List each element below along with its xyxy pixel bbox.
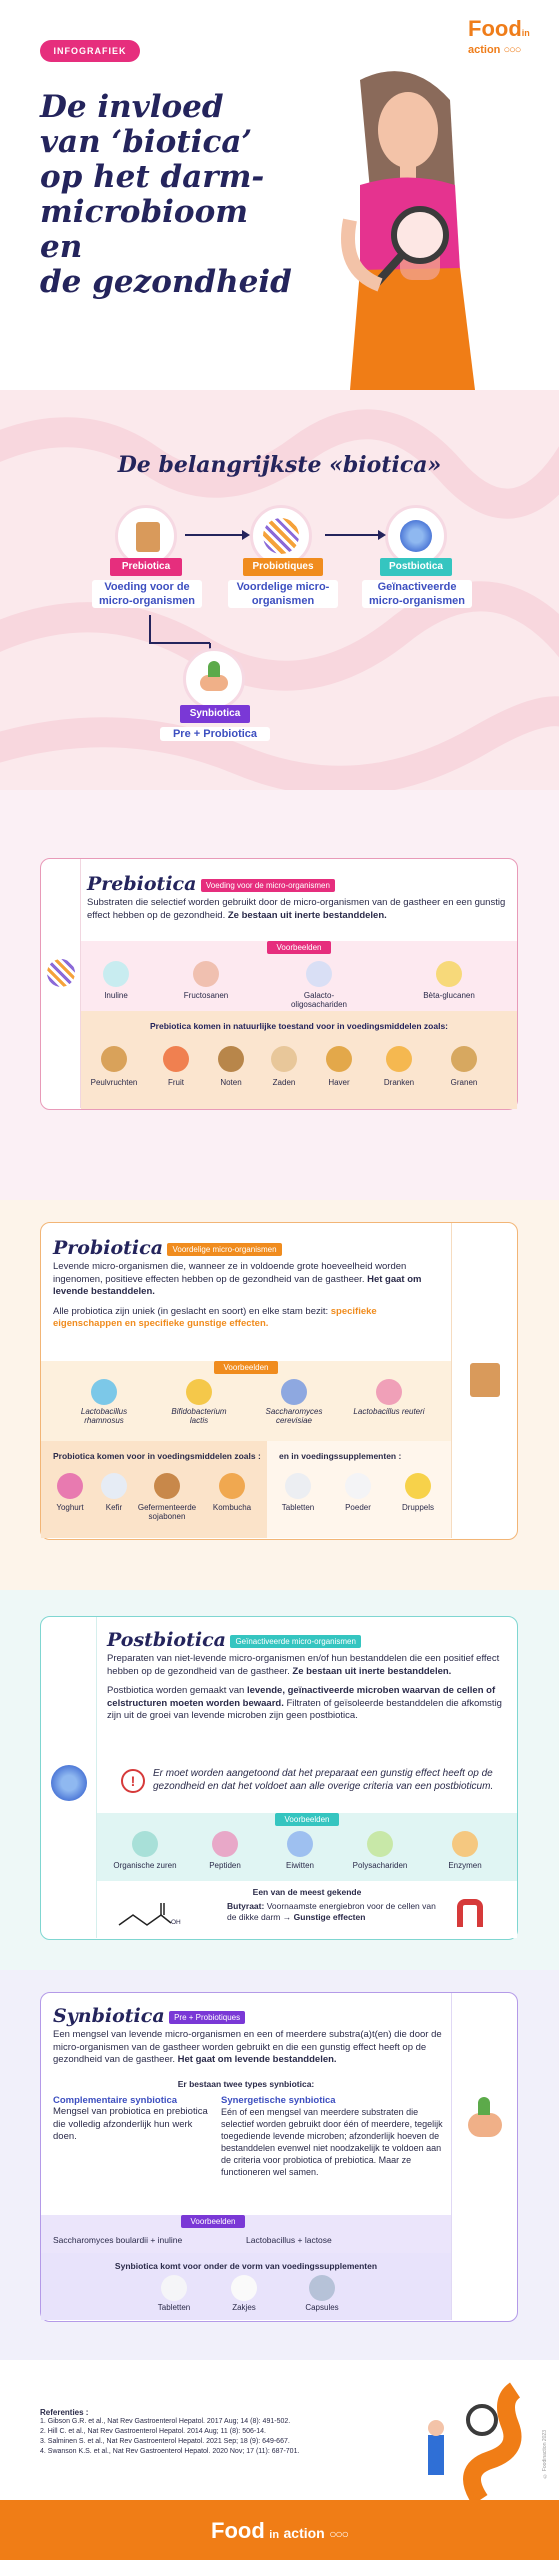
synbiotica-badge: Synbiotica <box>180 705 250 723</box>
prebiotica-foods <box>81 1011 517 1109</box>
example-label: Polysachariden <box>352 1861 408 1870</box>
probiotica-desc: Voordelige micro-organismen <box>228 580 338 608</box>
probiotica-text2-main: Alle probiotica zijn uniek (in geslacht en soort) en elke stam bezit: <box>53 1305 329 1317</box>
synbiotica-examples <box>41 2215 451 2253</box>
postbiotica-examples <box>97 1813 517 1881</box>
postbiotica-side <box>41 1617 97 1938</box>
example-label: Saccharomyces cerevisiae <box>265 1407 323 1425</box>
ref-item: 1. Gibson G.R. et al., Nat Rev Gastroenterol Hepatol. 2017 Aug; 14 (8): 491-502. <box>40 2418 291 2425</box>
noten-icon <box>218 1046 244 1072</box>
page-title <box>40 90 300 300</box>
title-line: van ‘biotica’ <box>40 124 253 160</box>
example-label: Lactobacillus rhamnosus <box>80 1407 128 1425</box>
probiotica-side <box>451 1223 517 1538</box>
probiotica-foods <box>41 1441 451 1538</box>
eiwitten-icon <box>287 1831 313 1857</box>
butyrate-bold: Butyraat: <box>227 1901 265 1911</box>
example-label: Fructosanen <box>183 991 229 1000</box>
comp-text: Mengsel van probiotica en prebiotica die volledig afzonderlijk hun werk doen. <box>53 2106 208 2142</box>
food-label: Kombucha <box>212 1503 252 1512</box>
synbiotica-pill: Pre + Probiotiques <box>169 2011 245 2024</box>
druppels-icon <box>405 1473 431 1499</box>
plant-icon <box>478 2097 490 2115</box>
polysachariden-icon <box>367 1831 393 1857</box>
probiotica-text2-highlight: specifieke eigenschappen en specifieke gunstige effecten. <box>53 1305 377 1329</box>
ref-item: 3. Salminen S. et al., Nat Rev Gastroenterol Hepatol. 2021 Sep; 18 (9): 649-667. <box>40 2438 290 2445</box>
saccharomyces-cerevisiae-icon <box>281 1379 307 1405</box>
food-label: Zaden <box>272 1078 296 1087</box>
synbiotica-text-main: Een mengsel van levende micro-organismen en een of meerdere substra(a)t(en) die door de micro-organismen van de gastheer worden gebruikt en die een gunstig effect heeft op de gezondheid van de gastheer. <box>53 2029 442 2065</box>
example-label: Lactobacillus reuteri <box>353 1407 425 1416</box>
known-title: Een van de meest gekende <box>252 1887 362 1897</box>
example-label: Galacto-oligosachariden <box>290 991 348 1009</box>
postbiotica-text-main: Preparaten van niet-levende micro-organismen en/of hun bestanddelen die een positief effect hebben op de gezondheid van de gastheer. <box>107 1653 500 1677</box>
header <box>0 0 559 390</box>
postbiotica-title: Postbiotica <box>107 1629 226 1651</box>
logo-action: action ○○○ <box>468 44 521 56</box>
postbiotica-desc: Geïnactiveerde micro-organismen <box>362 580 472 608</box>
logo-food: Food <box>468 16 522 41</box>
prebiotica-badge: Prebiotica <box>110 558 182 576</box>
peptiden-icon <box>212 1831 238 1857</box>
overview-title: De belangrijkste «biotica» <box>117 452 442 478</box>
kefir-icon <box>101 1473 127 1499</box>
examples-label: Voorbeelden <box>267 941 331 954</box>
enzymen-icon <box>452 1831 478 1857</box>
postbiotica-card <box>40 1616 518 1940</box>
example-label: Inuline <box>104 991 128 1000</box>
bacteria-icon <box>47 959 75 987</box>
example-label: Bifidobacterium lactis <box>171 1407 227 1425</box>
synbiotica-text <box>53 2029 448 2067</box>
peulvruchten-icon <box>101 1046 127 1072</box>
prebiotica-pill: Voeding voor de micro-organismen <box>201 879 335 892</box>
bifidobacterium-lactis-icon <box>186 1379 212 1405</box>
supp-title: en in voedingssupplementen : <box>279 1451 402 1461</box>
logo-action-text: action <box>468 44 501 56</box>
butyrate-text <box>227 1901 442 1923</box>
beta-glucanen-icon <box>436 961 462 987</box>
probiotica-text <box>53 1261 448 1299</box>
probiotica-text-main: Levende micro-organismen die, wanneer ze in voldoende grote hoeveelheid worden ingenomen, positieve effecten hebben op de gezondheid van de gastheer. <box>53 1261 407 1285</box>
logo-in: in <box>521 28 530 38</box>
postbiotica-text2-a: Postbiotica worden gemaakt van <box>107 1685 245 1696</box>
copyright: © Foodinaction 2023 <box>542 2430 548 2479</box>
postbiotica-pill: Geïnactiveerde micro-organismen <box>230 1635 361 1648</box>
supplements-panel <box>267 1441 451 1538</box>
supp-label: Capsules <box>305 2303 339 2312</box>
oh-label: OH <box>171 1919 181 1926</box>
probiotica-text2 <box>53 1306 448 1331</box>
tabletten-icon <box>161 2275 187 2301</box>
probiotica-card <box>40 1222 518 1540</box>
logo-circles-icon: ○○○ <box>329 2527 348 2541</box>
synbiotica-section <box>0 1970 559 2360</box>
example-label: Enzymen <box>448 1861 482 1870</box>
zakjes-icon <box>231 2275 257 2301</box>
doctor-intestine-illustration <box>420 2380 530 2500</box>
colon-icon <box>457 1899 483 1927</box>
lactobacillus-rhamnosus-icon <box>91 1379 117 1405</box>
probiotica-examples <box>41 1361 451 1441</box>
refs-title: Referenties : <box>40 2408 89 2417</box>
fruit-icon <box>163 1046 189 1072</box>
haver-icon <box>326 1046 352 1072</box>
infografiek-tag: INFOGRAFIEK <box>40 40 140 62</box>
galacto-oligosachariden-icon <box>306 961 332 987</box>
title-line: De invloed <box>40 89 224 125</box>
synbiotica-supps <box>41 2253 451 2320</box>
syn-title: Synergetische synbiotica <box>221 2095 336 2106</box>
supp-label: Zakjes <box>232 2303 256 2312</box>
supp-label: Tabletten <box>157 2303 191 2312</box>
postbiotica-text2-c: Filtraten of geïsoleerde bestanddelen die afkomstig zijn uit de groei van levende microben zijn geen postbiotica. <box>107 1697 502 1721</box>
prebiotica-side <box>41 859 81 1108</box>
prebiotica-text-bold: Ze bestaan uit inerte bestanddelen. <box>227 909 387 921</box>
woman-with-magnifier-illustration <box>320 70 500 390</box>
capsules-icon <box>309 2275 335 2301</box>
supp-label: Poeder <box>345 1503 371 1512</box>
ref-item: 2. Hill C. et al., Nat Rev Gastroenterol Hepatol. 2014 Aug; 11 (8): 506-14. <box>40 2428 266 2435</box>
example-label: Bèta-glucanen <box>423 991 475 1000</box>
tabletten-icon <box>285 1473 311 1499</box>
examples-label: Voorbeelden <box>275 1813 339 1826</box>
footer <box>0 2500 559 2560</box>
example-2: Lactobacillus + lactose <box>246 2235 332 2245</box>
title-line: microbioom en <box>40 194 249 265</box>
prebiotica-card <box>40 858 518 1110</box>
prebiotica-section <box>0 790 559 1200</box>
synbiotica-node-icon <box>183 648 245 710</box>
types-title: Er bestaan twee types synbiotica: <box>177 2079 315 2089</box>
lactobacillus-reuteri-icon <box>376 1379 402 1405</box>
hexagon-cell-icon <box>51 1765 87 1801</box>
synbiotica-text-bold: Het gaat om levende bestanddelen. <box>177 2054 337 2065</box>
prebiotica-examples <box>81 941 517 1011</box>
title-line: de gezondheid <box>40 264 292 300</box>
warning-icon: ! <box>121 1769 145 1793</box>
inuline-icon <box>103 961 129 987</box>
footer-food: Food <box>211 2518 265 2543</box>
examples-label: Voorbeelden <box>214 1361 278 1374</box>
brand-logo[interactable] <box>468 18 543 56</box>
example-label: Peptiden <box>209 1861 241 1870</box>
footer-action: action <box>283 2525 325 2541</box>
prebiotica-text-main: Substraten die selectief worden gebruikt door de micro-organismen van de gastheer en een gunstig effect hebben op de gezondheid. <box>87 897 506 921</box>
foods-title: Prebiotica komen in natuurlijke toestand voor in voedingsmiddelen zoals: <box>149 1021 449 1031</box>
food-box-icon <box>470 1363 500 1397</box>
comp-title: Complementaire synbiotica <box>53 2095 178 2106</box>
food-label: Yoghurt <box>56 1503 84 1512</box>
food-label: Granen <box>450 1078 478 1087</box>
postbiotica-text2 <box>107 1685 507 1723</box>
organische-zuren-icon <box>132 1831 158 1857</box>
synbiotica-card <box>40 1992 518 2322</box>
food-label: Kefir <box>105 1503 123 1512</box>
butyrate-effect: Gunstige effecten <box>293 1912 366 1922</box>
title-line: op het darm- <box>40 159 265 195</box>
food-label: Fruit <box>168 1078 184 1087</box>
food-label: Noten <box>220 1078 242 1087</box>
synbiotica-side <box>451 1993 517 2320</box>
synbiotica-desc: Pre + Probiotica <box>160 727 270 741</box>
syn-text: Eén of een mengsel van meerdere substraten die selectief worden gebruikt door één of meerdere, tegelijk toegediende levende microben; afzonderlijk hoeven de bestanddelen evenwel niet noodzakelijk te voldoen aan de criteria voor probiotica of prebiotica. Maar ze functioneren wel samen. <box>221 2107 443 2177</box>
postbiotica-text-bold: Ze bestaan uit inerte bestanddelen. <box>292 1665 452 1677</box>
supp-label: Druppels <box>401 1503 434 1512</box>
fructosanen-icon <box>193 961 219 987</box>
probiotica-pill: Voordelige micro-organismen <box>167 1243 281 1256</box>
postbiotica-badge: Postbiotica <box>380 558 452 576</box>
postbiotica-text2-b: levende, geïnactiveerde microben waarvan de cellen of celstructuren moeten worden bewaard. <box>107 1685 496 1709</box>
prebiotica-desc: Voeding voor de micro-organismen <box>92 580 202 608</box>
kombucha-icon <box>219 1473 245 1499</box>
butyrate-panel <box>97 1881 517 1938</box>
postbiotica-text <box>107 1653 507 1678</box>
food-label: Dranken <box>383 1078 415 1087</box>
arrow-right-icon: → <box>282 1912 292 1922</box>
foods-title: Probiotica komen voor in voedingsmiddelen zoals : <box>53 1451 261 1461</box>
example-label: Eiwitten <box>285 1861 314 1870</box>
synbiotica-title: Synbiotica <box>53 2005 165 2027</box>
butyrate-molecule-icon <box>117 1901 183 1933</box>
postbiotica-warning: Er moet worden aangetoond dat het preparaat een gunstig effect heeft op de gezondheid en dat het voldoet aan alle overige criteria van een postbioticum. <box>153 1768 494 1792</box>
footer-in: in <box>269 2529 280 2541</box>
food-label: Gefermenteerde sojabonen <box>137 1503 197 1521</box>
probiotica-text-bold: Het gaat om levende bestanddelen. <box>53 1273 422 1297</box>
food-label: Peulvruchten <box>90 1078 138 1087</box>
granen-icon <box>451 1046 477 1072</box>
butyrate-desc: Voornaamste energiebron voor de cellen van de dikke darm <box>227 1901 436 1922</box>
probiotica-title: Probiotica <box>53 1237 164 1259</box>
poeder-icon <box>345 1473 371 1499</box>
supp-title: Synbiotica komt voor onder de vorm van voedingssupplementen <box>114 2261 378 2271</box>
examples-label: Voorbeelden <box>181 2215 245 2228</box>
food-label: Haver <box>328 1078 350 1087</box>
overview-section <box>0 390 559 790</box>
dranken-icon <box>386 1046 412 1072</box>
ref-item: 4. Swanson K.S. et al., Nat Rev Gastroenterol Hepatol. 2020 Nov; 17 (11): 687-701. <box>40 2448 300 2455</box>
supp-label: Tabletten <box>281 1503 315 1512</box>
yoghurt-icon <box>57 1473 83 1499</box>
probiotica-badge: Probiotiques <box>243 558 323 576</box>
hand-with-plant-icon <box>468 2113 502 2137</box>
postbiotica-section <box>0 1590 559 1970</box>
example-label: Organische zuren <box>113 1861 177 1870</box>
zaden-icon <box>271 1046 297 1072</box>
arrows <box>180 525 390 545</box>
references-section <box>0 2360 559 2500</box>
prebiotica-title: Prebiotica <box>87 873 197 895</box>
probiotica-section <box>0 1200 559 1590</box>
prebiotica-text <box>87 897 507 922</box>
gefermenteerde-sojabonen-icon <box>154 1473 180 1499</box>
example-1: Saccharomyces boulardii + inuline <box>53 2235 183 2245</box>
footer-logo[interactable] <box>0 2518 559 2544</box>
